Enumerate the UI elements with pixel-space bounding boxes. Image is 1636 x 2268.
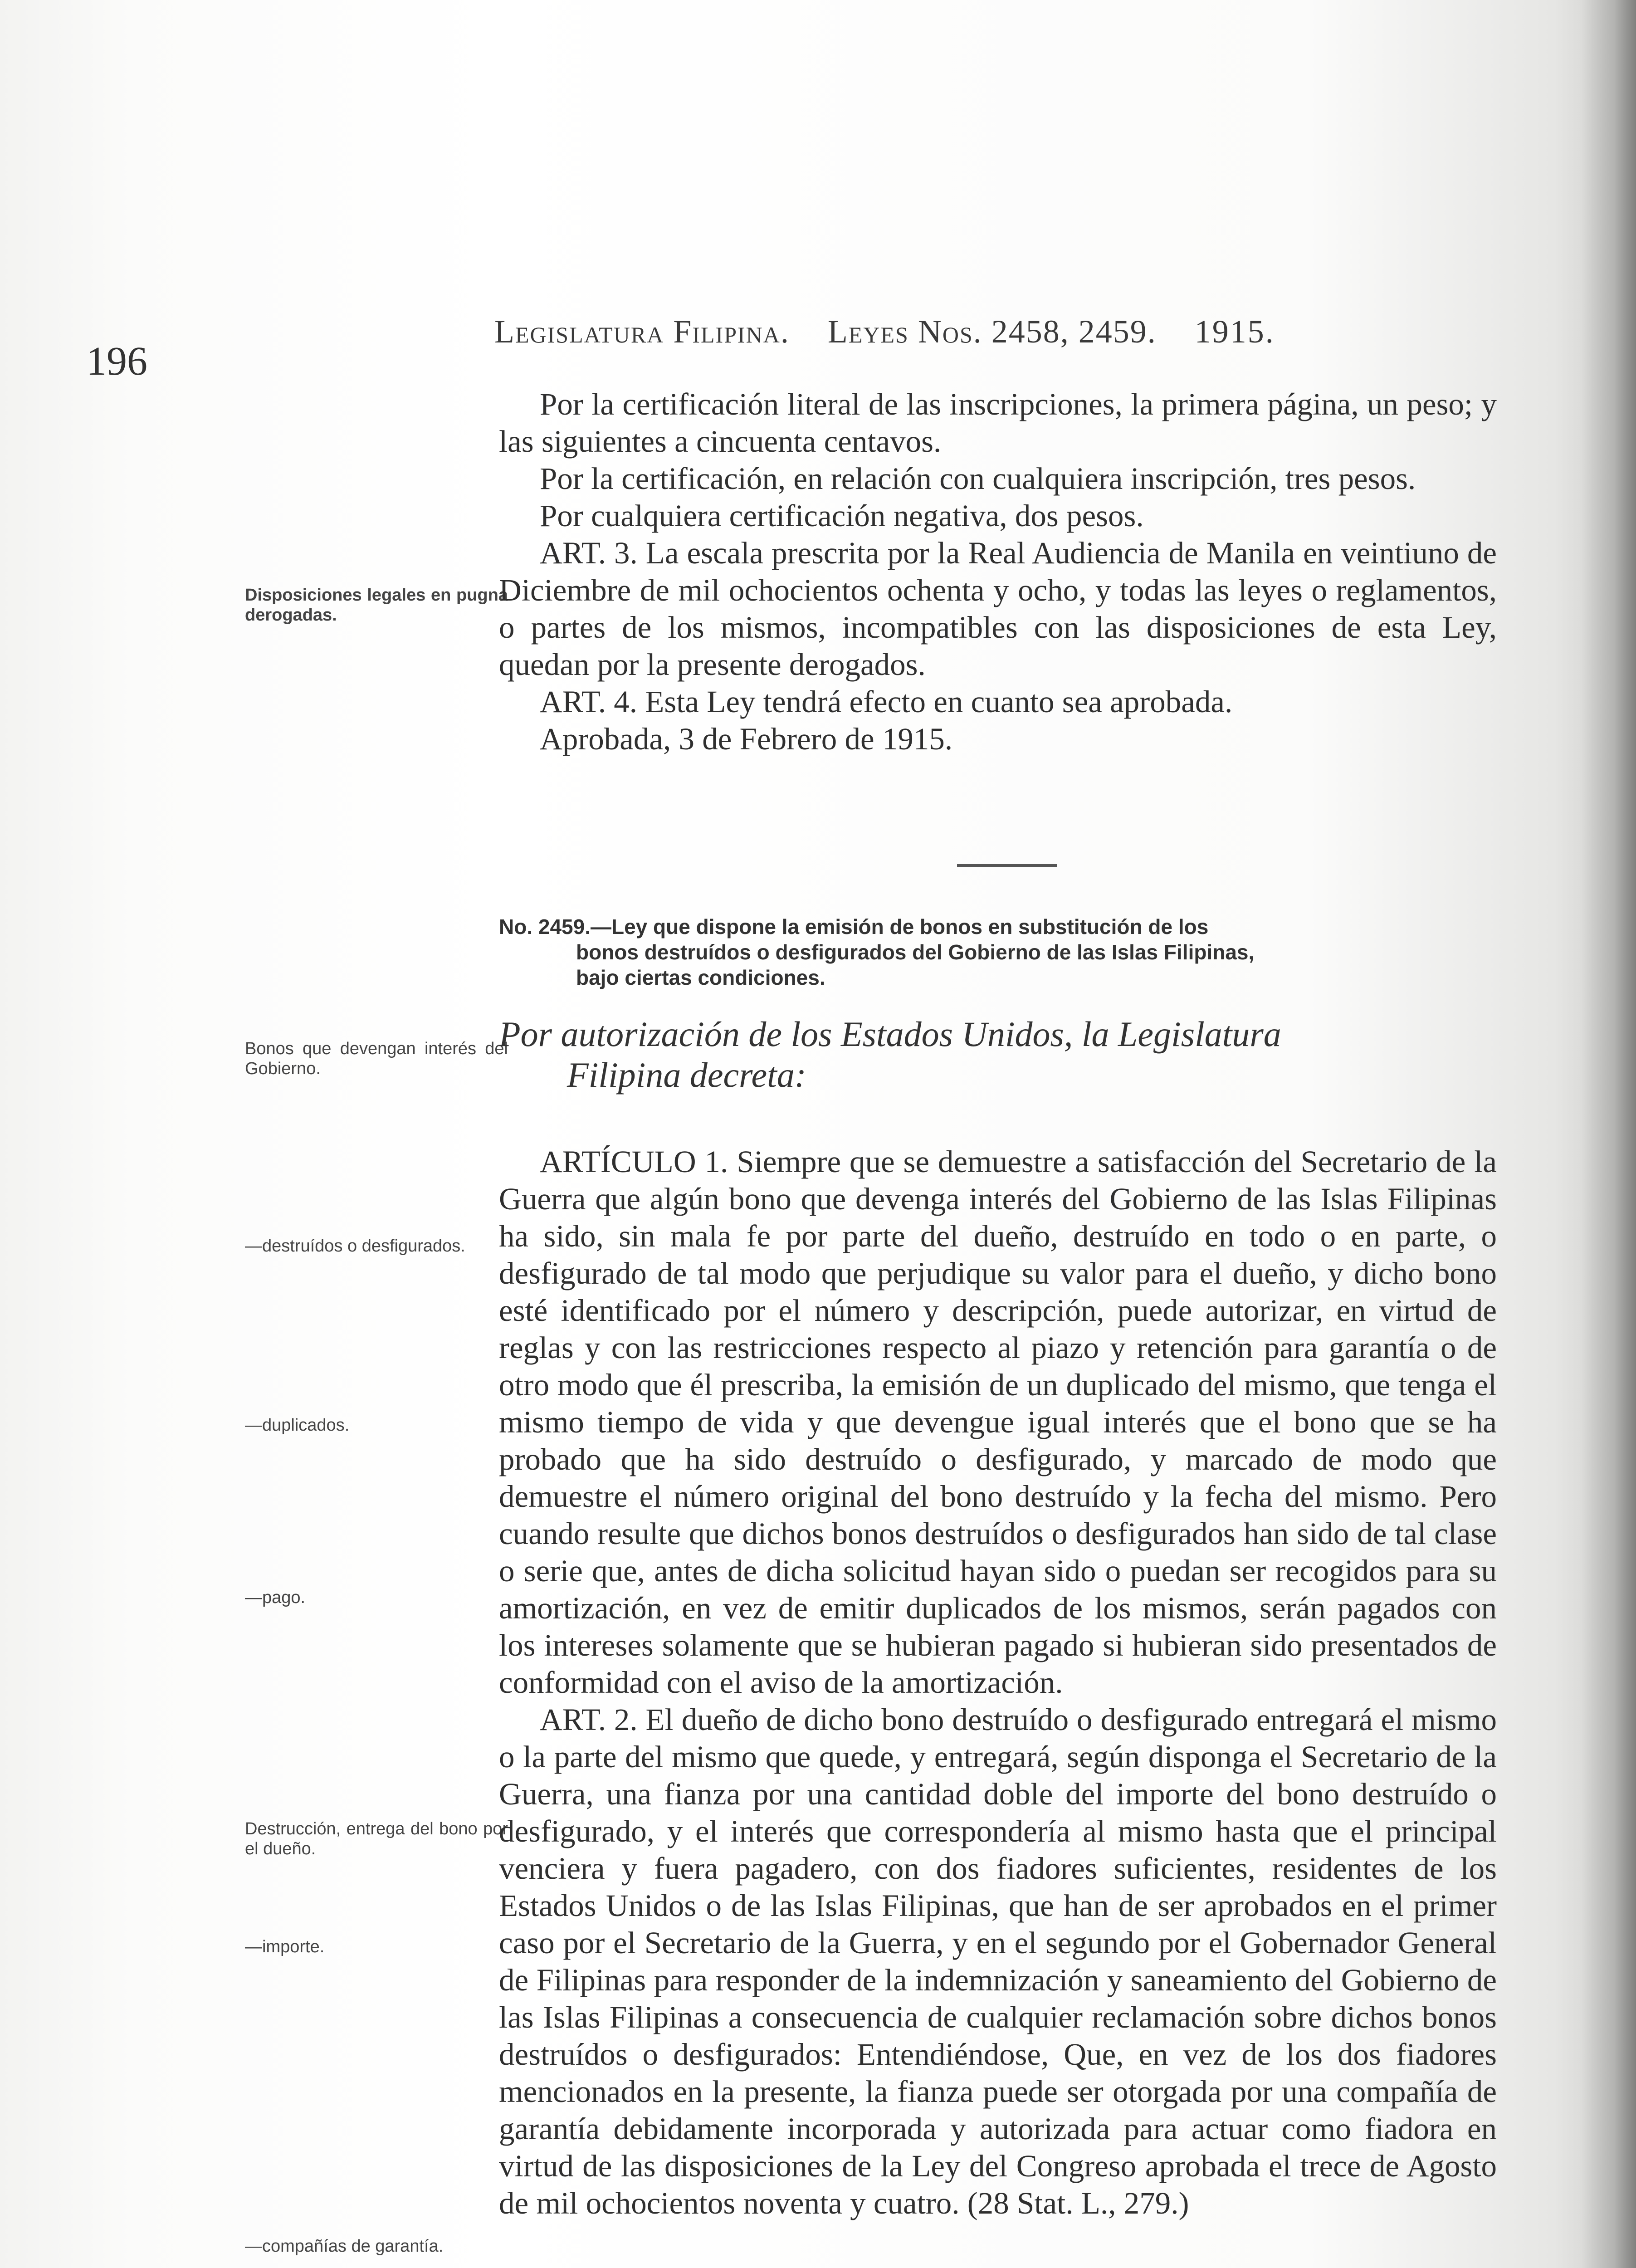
act-header-line: bonos destruídos o desfigurados del Gobierno de las Islas Filipinas, xyxy=(576,940,1255,964)
text-block-ley-2459 xyxy=(499,1143,1497,2222)
margin-note-bonos: Bonos que devengan interés del Gobierno. xyxy=(245,1039,508,1078)
section-divider xyxy=(957,864,1057,867)
approval-date: Aprobada, 3 de Febrero de 1915. xyxy=(540,722,953,756)
paragraph: ART. 4. Esta Ley tendrá efecto en cuanto sea aprobada. xyxy=(540,684,1233,719)
margin-note-duplicados: —duplicados. xyxy=(245,1416,350,1435)
margin-note-importe: —importe. xyxy=(245,1937,325,1956)
margin-note-companias: —compañías de garantía. xyxy=(245,2237,444,2256)
enacting-line: Por autorización de los Estados Unidos, la Legislatura xyxy=(499,1014,1281,1054)
paragraph: ART. 3. La escala prescrita por la Real Audiencia de Manila en veintiuno de Diciembre de mil ochocientos ochenta y ocho, y todas las leyes o reglamentos, o partes de los mismos, incompatibles con las disposiciones de esta Ley, quedan por la presente derogados. xyxy=(499,536,1497,682)
running-head-part2: Leyes Nos. 2458, 2459. xyxy=(827,313,1157,350)
paragraph-articulo-2: ART. 2. El dueño de dicho bono destruído o desfigurado entregará el mismo o la parte del mismo que quede, y entregará, según disponga el Secretario de la Guerra, una fianza por una cantidad doble del importe del bono destruído o desfigurado, y el interés que correspondería al mismo hasta que el principal venciera y fuera pagadero, con dos fiadores suficientes, residentes de los Estados Unidos o de las Islas Filipinas, que han de ser aprobados en el primer caso por el Secretario de la Guerra, y en el segundo por el Gobernador General de Filipinas para responder de la indemnización y saneamiento del Gobierno de las Islas Filipinas a consecuencia de cualquier reclamación sobre dichos bonos destruídos o desfigurados: Entendiéndose, Que, en vez de los dos fiadores mencionados en la presente, la fianza puede ser otorgada por una compañía de garantía debidamente incorporada y autorizada para actuar como fiadora en virtud de las disposiciones de la Ley del Congreso aprobada el trece de Agosto de mil ochocientos noventa y cuatro. (28 Stat. L., 279.) xyxy=(499,1702,1497,2220)
running-head xyxy=(494,313,1275,351)
margin-note-destruccion: Destrucción, entrega del bono por el dueño. xyxy=(245,1819,508,1858)
page-number: 196 xyxy=(86,339,147,384)
paragraph: Por la certificación literal de las inscripciones, la primera página, un peso; y las siguientes a cincuenta centavos. xyxy=(499,387,1497,459)
paragraph-articulo-1: ARTÍCULO 1. Siempre que se demuestre a satisfacción del Secretario de la Guerra que algún bono que devenga interés del Gobierno de las Islas Filipinas ha sido, sin mala fe por parte del dueño, destruído en todo o en parte, o desfigurado de tal modo que perjudique su valor para el dueño, y dicho bono esté identificado por el número y descripción, puede autorizar, en virtud de reglas y con las restricciones respecto al piazo y retención para garantía o de otro modo que él prescriba, la emisión de un duplicado del mismo, que tenga el mismo tiempo de vida y que devengue igual interés que el bono que se ha probado que ha sido destruído o desfigurado, y marcado de modo que demuestre el número original del bono destruído y la fecha del mismo. Pero cuando resulte que dichos bonos destruídos o desfigurados han sido de tal clase o serie que, antes de dicha solicitud hayan sido o puedan ser recogidos para su amortización, en vez de emitir duplicados de los mismos, serán pagados con los intereses solamente que se hubieran pagado si hubieran sido presentados de conformidad con el aviso de la amortización. xyxy=(499,1144,1497,1700)
paragraph: Por la certificación, en relación con cualquiera inscripción, tres pesos. xyxy=(540,461,1416,496)
paragraph: Por cualquiera certificación negativa, dos pesos. xyxy=(540,499,1144,533)
margin-note-derogadas: Disposiciones legales en pugna derogadas. xyxy=(245,586,508,625)
margin-note-destruidos: —destruídos o desfigurados. xyxy=(245,1237,465,1256)
running-head-part1: Legislatura Filipina. xyxy=(494,313,790,350)
running-head-year: 1915. xyxy=(1194,313,1275,350)
margin-note-pago: —pago. xyxy=(245,1588,306,1607)
act-header xyxy=(499,914,1497,990)
act-header-line: bajo ciertas condiciones. xyxy=(576,966,825,989)
enacting-clause xyxy=(499,1014,1497,1095)
text-block-ley-2458 xyxy=(499,386,1497,758)
act-header-line: No. 2459.—Ley que dispone la emisión de bonos en substitución de los xyxy=(499,915,1209,938)
enacting-line: Filipina decreta: xyxy=(567,1055,806,1095)
page-edge-shadow xyxy=(1582,0,1636,2268)
